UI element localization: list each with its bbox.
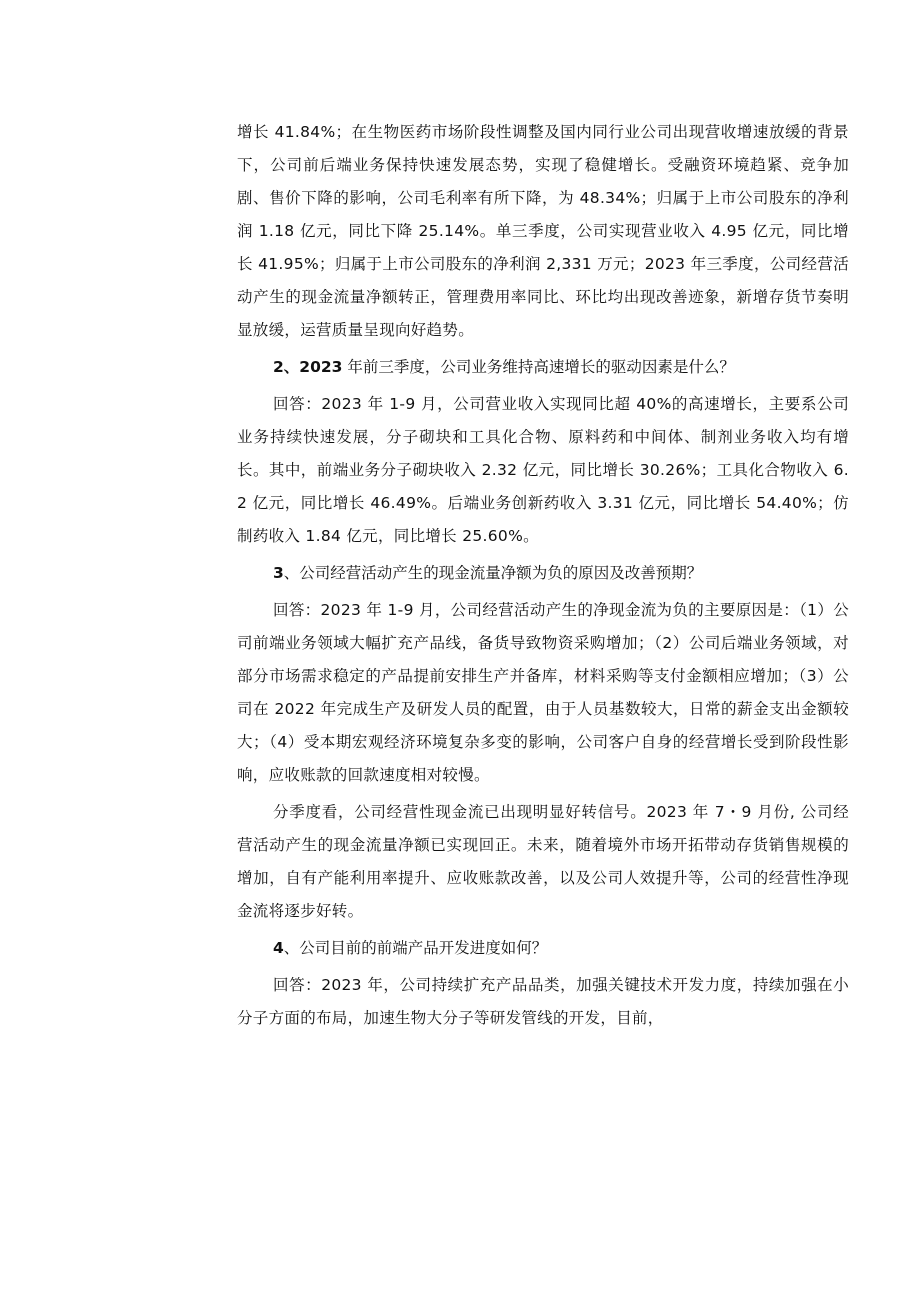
- question-3-text: 、公司经营活动产生的现金流量净额为负的原因及改善预期？: [283, 564, 703, 582]
- question-2-text: 年前三季度，公司业务维持高速增长的驱动因素是什么？: [342, 358, 735, 376]
- answer-3: 回答：2023 年 1-9 月，公司经营活动产生的净现金流为负的主要原因是：（1）公司前端业务领域大幅扩充产品线，备货导致物资采购增加；（2）公司后端业务领域，对部分市场需求稳定的产品提前安排生产并备库，材料采购等支付金额相应增加；（3）公司在 2022 年完成生产及研发人员的配置，由于人员基数较大，日常的薪金支出金额较大；（4）受本期宏观经济环境复杂多变的影响，公司客户自身的经营增长受到阶段性影响，应收账款的回款速度相对较慢。: [237, 601, 849, 784]
- document-page: [237, 116, 849, 1035]
- question-2: [237, 351, 849, 384]
- question-3-number: 3: [273, 564, 284, 582]
- question-4: [237, 932, 849, 965]
- paragraph-revenue-summary: 增长 41.84%；在生物医药市场阶段性调整及国内同行业公司出现营收增速放缓的背景下，公司前后端业务保持快速发展态势，实现了稳健增长。受融资环境趋紧、竞争加剧、售价下降的影响，公司毛利率有所下降，为 48.34%；归属于上市公司股东的净利润 1.18 亿元，同比下降 25.14%。单三季度，公司实现营业收入 4.95 亿元，同比增长 41.95%；归属于上市公司股东的净利润 2,331 万元；2023 年三季度，公司经营活动产生的现金流量净额转正，管理费用率同比、环比均出现改善迹象，新增存货节奏明显放缓，运营质量呈现向好趋势。: [237, 123, 849, 339]
- question-3: [237, 557, 849, 590]
- question-4-number: 4: [273, 939, 284, 957]
- question-2-number: 2、2023: [273, 358, 343, 376]
- answer-3-quarterly: 分季度看，公司经营性现金流已出现明显好转信号。2023 年 7・9 月份, 公司经营活动产生的现金流量净额已实现回正。未来，随着境外市场开拓带动存货销售规模的增加，自有产能利用率提升、应收账款改善，以及公司人效提升等，公司的经营性净现金流将逐步好转。: [237, 803, 849, 920]
- question-4-text: 、公司目前的前端产品开发进度如何？: [283, 939, 548, 957]
- answer-4: 回答：2023 年，公司持续扩充产品品类，加强关键技术开发力度，持续加强在小分子方面的布局，加速生物大分子等研发管线的开发，目前，: [237, 976, 849, 1027]
- answer-2: 回答：2023 年 1-9 月，公司营业收入实现同比超 40%的高速增长，主要系公司业务持续快速发展，分子砌块和工具化合物、原料药和中间体、制剂业务收入均有增长。其中，前端业务分子砌块收入 2.32 亿元，同比增长 30.26%；工具化合物收入 6.2 亿元，同比增长 46.49%。后端业务创新药收入 3.31 亿元，同比增长 54.40%；仿制药收入 1.84 亿元，同比增长 25.60%。: [237, 395, 849, 545]
